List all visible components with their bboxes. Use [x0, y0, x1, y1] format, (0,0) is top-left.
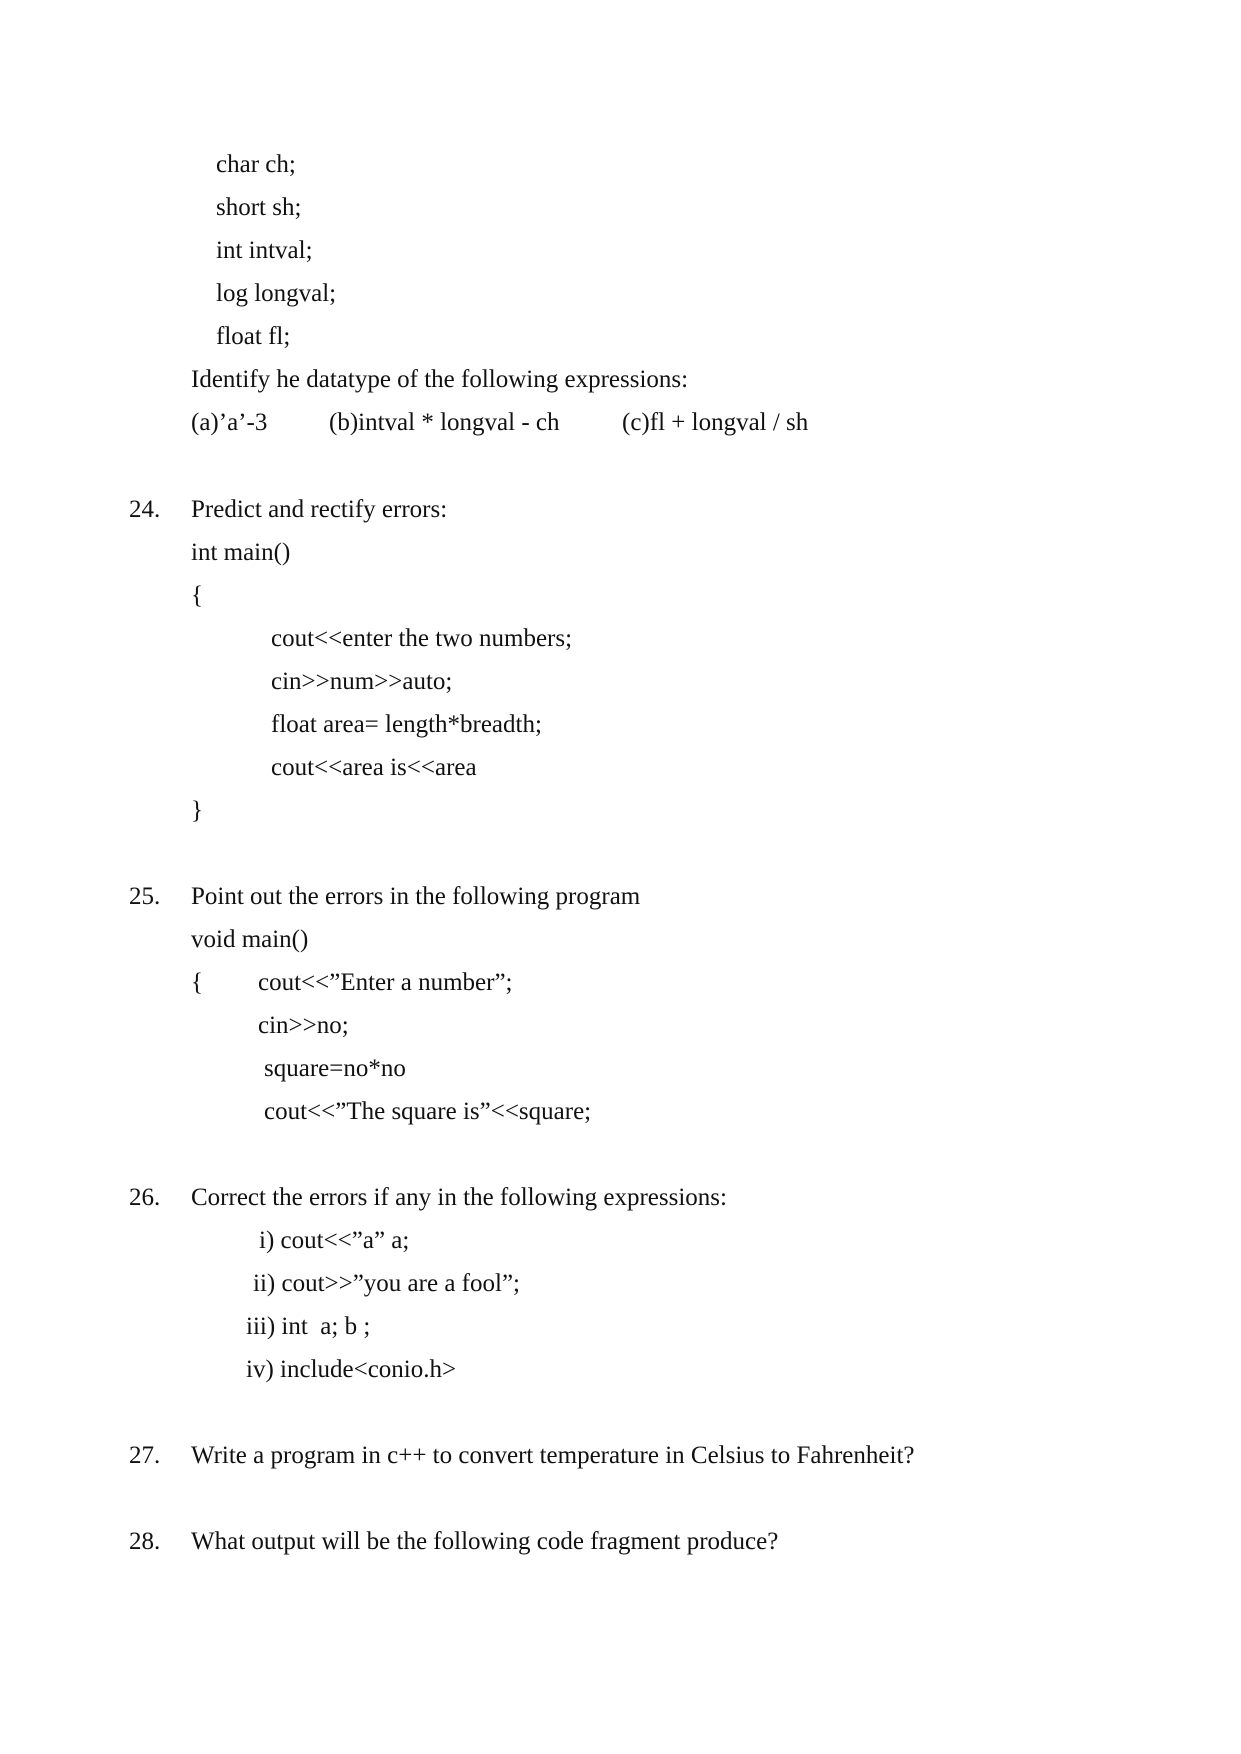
question-prompt: Write a program in c++ to convert temperature in Celsius to Fahrenheit? [191, 1442, 915, 1469]
code-line: square=no*no [264, 1055, 406, 1082]
question-number: 26. [129, 1184, 161, 1211]
code-line: void main() [191, 926, 309, 953]
question-prompt: Predict and rectify errors: [191, 496, 448, 523]
code-line: cout<<area is<<area [271, 754, 477, 781]
question-prompt: Identify he datatype of the following expressions: [191, 366, 689, 393]
code-line: cin>>no; [258, 1012, 349, 1039]
question-number: 27. [129, 1442, 161, 1469]
question-prompt: Correct the errors if any in the following expressions: [191, 1184, 727, 1211]
code-line: float area= length*breadth; [271, 711, 542, 738]
code-line: int main() [191, 539, 291, 566]
question-prompt: What output will be the following code fragment produce? [191, 1528, 779, 1555]
code-line: } [191, 797, 203, 824]
code-line: char ch; [216, 151, 296, 178]
option-b: (b)intval * longval - ch [329, 409, 560, 436]
question-prompt: Point out the errors in the following program [191, 883, 641, 910]
code-line: log longval; [216, 280, 337, 307]
code-line: cout<<”Enter a number”; [258, 969, 513, 996]
expression-item: iv) include<conio.h> [246, 1356, 457, 1383]
code-line: cout<<”The square is”<<square; [264, 1098, 592, 1125]
code-line: short sh; [216, 194, 302, 221]
code-line: cin>>num>>auto; [271, 668, 453, 695]
option-a: (a)’a’-3 [191, 409, 268, 436]
code-line: { [191, 582, 203, 609]
code-line: cout<<enter the two numbers; [271, 625, 573, 652]
code-line: float fl; [216, 323, 291, 350]
question-number: 25. [129, 883, 161, 910]
expression-item: ii) cout>>”you are a fool”; [253, 1270, 520, 1297]
question-number: 24. [129, 496, 161, 523]
question-number: 28. [129, 1528, 161, 1555]
option-c: (c)fl + longval / sh [622, 409, 809, 436]
expression-item: iii) int a; b ; [246, 1313, 371, 1340]
code-line: { [191, 969, 203, 996]
code-line: int intval; [216, 237, 313, 264]
expression-item: i) cout<<”a” a; [259, 1227, 410, 1254]
